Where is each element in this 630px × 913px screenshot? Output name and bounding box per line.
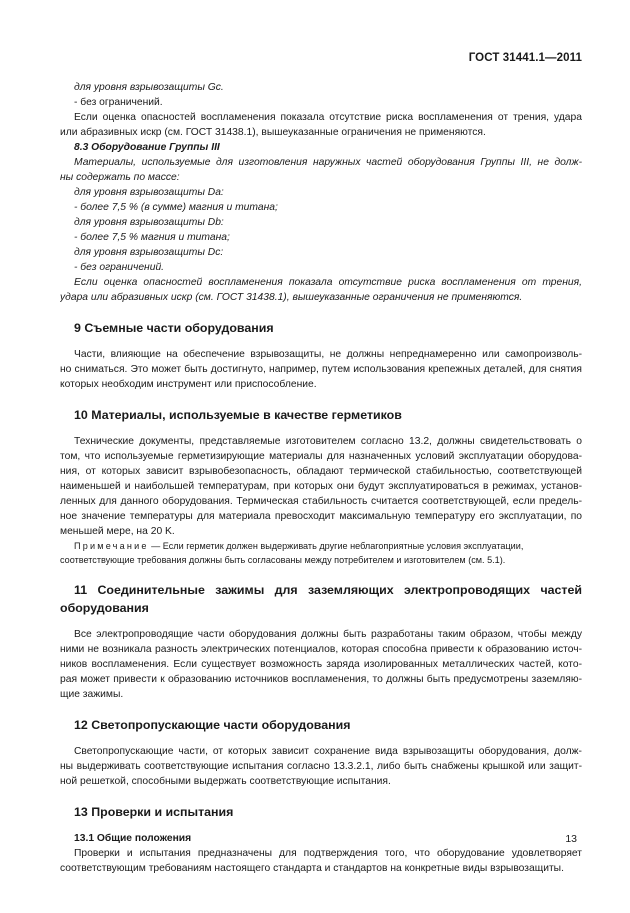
da-item: - более 7,5 % (в сумме) магния и титана; bbox=[74, 202, 278, 213]
section-8-3-note: Если оценка опасностей воспламенения показала отсутствие риска воспламенения от трения, bbox=[74, 277, 582, 288]
section-10-heading: 10 Материалы, используемые в качестве герметиков bbox=[74, 408, 402, 422]
section-11-heading: оборудования bbox=[60, 601, 149, 615]
page-number: 13 bbox=[565, 833, 577, 845]
section-10-paragraph: ное значение температуры для материала превосходит максимальную температуру его эксплуатации, по bbox=[60, 511, 582, 522]
section-12-paragraph: ны выдерживать соответствующие испытания согласно 13.3.2.1, либо быть снабжены крышкой или защит- bbox=[60, 761, 582, 772]
section-8-3-paragraph: ны содержать по массе: bbox=[60, 172, 180, 183]
section-8-3-note: удара или абразивных искр (см. ГОСТ 31438.1), вышеуказанные ограничения не применяются. bbox=[60, 292, 523, 303]
section-11-paragraph: рая может привести к образованию источников воспламенения, то должны быть предусмотрены заземляю- bbox=[60, 674, 582, 685]
section-8-3-paragraph: Материалы, используемые для изготовления наружных частей оборудования Группы III, не долж- bbox=[74, 157, 582, 168]
db-level: для уровня взрывозащиты Db: bbox=[74, 217, 224, 228]
section-12-paragraph: Светопропускающие части, от которых зависит сохранение вида взрывозащиты оборудования, долж- bbox=[74, 746, 582, 757]
note-text: — Если герметик должен выдерживать другие неблагоприятные условия эксплуатации, bbox=[151, 541, 524, 551]
page-body bbox=[60, 80, 582, 876]
section-11-paragraph: ними не возникала разность электрических потенциалов, которая способна привести к образованию источ- bbox=[60, 644, 582, 655]
section-9-paragraph: но сниматься. Это может быть достигнуто, например, путем использования крепежных деталей, для снятия bbox=[60, 364, 582, 375]
gc-level: для уровня взрывозащиты Gc. bbox=[74, 82, 224, 93]
db-item: - более 7,5 % магния и титана; bbox=[74, 232, 230, 243]
section-10-paragraph: Технические документы, представляемые изготовителем согласно 13.2, должны свидетельствовать о bbox=[74, 436, 582, 447]
section-8-3-title: 8.3 Оборудование Группы III bbox=[74, 142, 220, 153]
section-9-paragraph: которых необходим инструмент или приспособление. bbox=[60, 379, 317, 390]
da-level: для уровня взрывозащиты Da: bbox=[74, 187, 224, 198]
standard-header: ГОСТ 31441.1—2011 bbox=[468, 52, 582, 64]
section-11-paragraph: щие зажимы. bbox=[60, 689, 124, 700]
section-10-paragraph: ленных для данного оборудования. Термическая стабильность считается соответствующей, если предель- bbox=[60, 496, 582, 507]
gc-note-line: Если оценка опасностей воспламенения показала отсутствие риска воспламенения от трения, удара bbox=[74, 112, 582, 123]
section-12-paragraph: ной решеткой, способными выдержать соответствующие испытания. bbox=[60, 776, 391, 787]
section-13-1-title: 13.1 Общие положения bbox=[74, 833, 192, 844]
section-10-paragraph: наименьшей и наибольшей температурам, при которых они будут эксплуатироваться в режимах, установ- bbox=[60, 481, 582, 492]
section-11-paragraph: ников воспламенения. Если существует возможность заряда изолированных металлических частей, кото- bbox=[60, 659, 582, 670]
section-10-paragraph: том, что используемые герметизирующие материалы для назначенных условий эксплуатации оборудова- bbox=[60, 451, 582, 462]
note-line: соответствующие требования должны быть согласованы между потребителем и изготовителем (см. 5.1). bbox=[60, 555, 506, 565]
section-9-heading: 9 Съемные части оборудования bbox=[74, 321, 274, 335]
dc-item: - без ограничений. bbox=[74, 262, 165, 273]
section-11-heading: 11 Соединительные зажимы для заземляющих электропроводящих частей bbox=[74, 583, 582, 597]
note-line bbox=[60, 539, 582, 553]
gc-note-line: или абразивных искр (см. ГОСТ 31438.1), вышеуказанные ограничения не применяются. bbox=[60, 127, 486, 138]
section-10-paragraph: ния, от которых зависит взрывобезопасность, обладают термической стабильностью, соответствующей bbox=[60, 466, 582, 477]
section-13-heading: 13 Проверки и испытания bbox=[74, 805, 234, 819]
section-13-1-paragraph: Проверки и испытания предназначены для подтверждения того, что оборудование удовлетворяет bbox=[74, 848, 582, 859]
section-12-heading: 12 Светопропускающие части оборудования bbox=[74, 718, 351, 732]
section-9-paragraph: Части, влияющие на обеспечение взрывозащиты, не должны непреднамеренно или самопроизволь- bbox=[74, 349, 582, 360]
note-label: Примечание bbox=[74, 541, 149, 551]
section-11-paragraph: Все электропроводящие части оборудования должны быть разработаны таким образом, чтобы между bbox=[74, 629, 582, 640]
gc-no-limit: - без ограничений. bbox=[74, 97, 163, 108]
dc-level: для уровня взрывозащиты Dc: bbox=[74, 247, 224, 258]
section-13-1-paragraph: соответствующим требованиям настоящего стандарта и стандартов на конкретные виды взрывозащиты. bbox=[60, 863, 564, 874]
section-10-paragraph: меньшей мере, на 20 K. bbox=[60, 526, 175, 537]
